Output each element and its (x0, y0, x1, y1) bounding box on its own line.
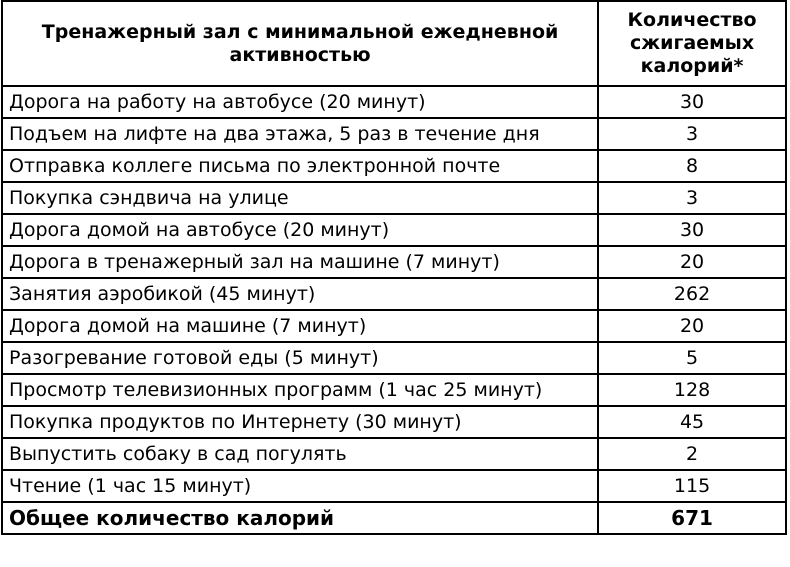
calorie-table (1, 0, 787, 535)
table-row (2, 374, 786, 406)
row-calories: 8 (598, 150, 786, 182)
row-calories: 3 (598, 118, 786, 150)
row-calories: 3 (598, 182, 786, 214)
row-activity: Дорога в тренажерный зал на машине (7 минут) (2, 246, 598, 278)
row-activity: Дорога домой на автобусе (20 минут) (2, 214, 598, 246)
total-label: Общее количество калорий (2, 502, 598, 534)
row-calories: 115 (598, 470, 786, 502)
row-activity: Выпустить собаку в сад погулять (2, 438, 598, 470)
row-activity: Покупка продуктов по Интернету (30 минут) (2, 406, 598, 438)
row-activity: Подъем на лифте на два этажа, 5 раз в течение дня (2, 118, 598, 150)
header-row (2, 1, 786, 86)
table-row (2, 86, 786, 118)
table-row (2, 182, 786, 214)
row-activity: Покупка сэндвича на улице (2, 182, 598, 214)
row-calories: 128 (598, 374, 786, 406)
table-row (2, 150, 786, 182)
table-row (2, 246, 786, 278)
row-calories: 45 (598, 406, 786, 438)
row-activity: Просмотр телевизионных программ (1 час 25 минут) (2, 374, 598, 406)
table-row (2, 342, 786, 374)
row-calories: 20 (598, 246, 786, 278)
table-row (2, 118, 786, 150)
table-footer (2, 502, 786, 534)
row-calories: 262 (598, 278, 786, 310)
row-calories: 20 (598, 310, 786, 342)
row-activity: Дорога на работу на автобусе (20 минут) (2, 86, 598, 118)
table-row (2, 438, 786, 470)
row-calories: 2 (598, 438, 786, 470)
header-activity: Тренажерный зал с минимальной ежедневной активностью (2, 1, 598, 86)
header-calories: Количество сжигаемых калорий* (598, 1, 786, 86)
row-activity: Отправка коллеге письма по электронной почте (2, 150, 598, 182)
row-activity: Дорога домой на машине (7 минут) (2, 310, 598, 342)
row-calories: 5 (598, 342, 786, 374)
total-value: 671 (598, 502, 786, 534)
row-calories: 30 (598, 214, 786, 246)
row-activity: Разогревание готовой еды (5 минут) (2, 342, 598, 374)
table-row (2, 470, 786, 502)
total-row (2, 502, 786, 534)
table-body (2, 86, 786, 502)
row-activity: Занятия аэробикой (45 минут) (2, 278, 598, 310)
row-calories: 30 (598, 86, 786, 118)
table-header (2, 1, 786, 86)
row-activity: Чтение (1 час 15 минут) (2, 470, 598, 502)
table-row (2, 310, 786, 342)
table-row (2, 278, 786, 310)
table-row (2, 214, 786, 246)
table-row (2, 406, 786, 438)
